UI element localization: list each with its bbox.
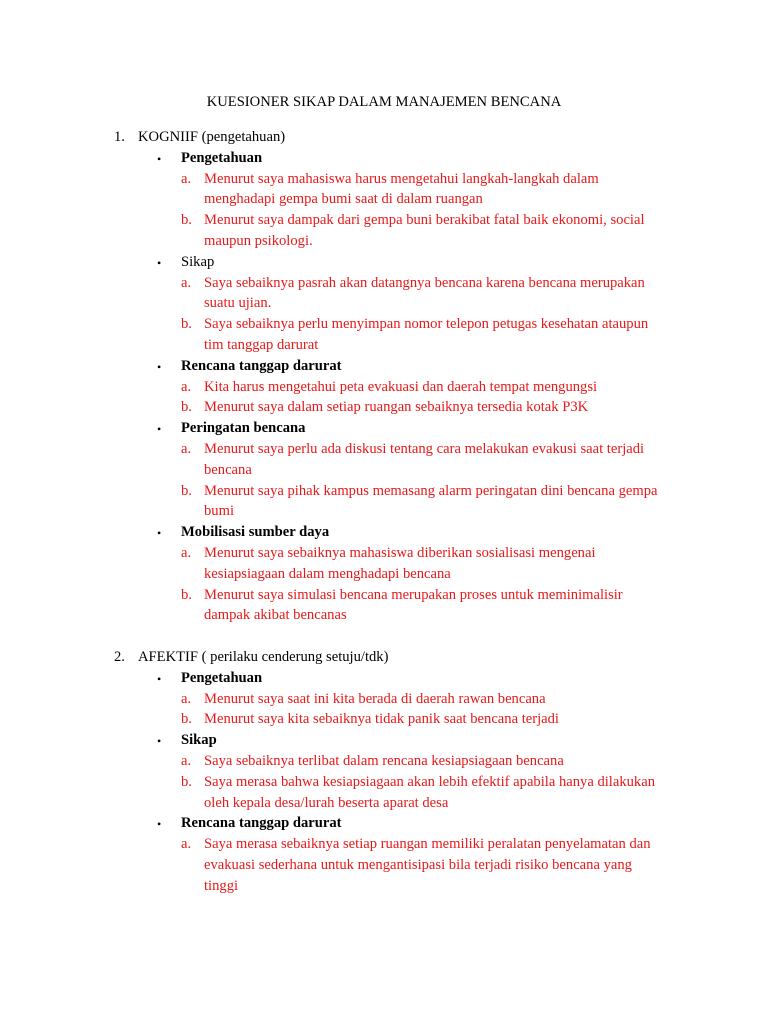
statement-line: oleh kepala desa/lurah beserta aparat desa bbox=[204, 794, 449, 811]
statement-line: Menurut saya dampak dari gempa buni berakibat fatal baik ekonomi, social bbox=[204, 212, 645, 229]
bullet-icon: • bbox=[157, 422, 162, 437]
bullet-icon: • bbox=[157, 526, 162, 541]
subsection-title: Sikap bbox=[181, 253, 215, 270]
statement-line: bencana bbox=[204, 461, 252, 478]
bullet-icon: • bbox=[157, 359, 162, 374]
section-title: KOGNIIF (pengetahuan) bbox=[138, 129, 286, 145]
item-letter: b. bbox=[181, 586, 192, 603]
statement-line: Saya merasa sebaiknya setiap ruangan memiliki peralatan penyelamatan dan bbox=[204, 836, 651, 853]
item-letter: a. bbox=[181, 378, 192, 395]
item-letter: b. bbox=[181, 711, 192, 728]
item-letter: a. bbox=[181, 690, 192, 707]
statement-line: maupun psikologi. bbox=[204, 233, 313, 249]
statement-line: Menurut saya dalam setiap ruangan sebaiknya tersedia kotak P3K bbox=[204, 399, 589, 416]
item-letter: a. bbox=[181, 274, 192, 291]
item-letter: a. bbox=[181, 170, 192, 187]
statement-line: Saya sebaiknya pasrah akan datangnya bencana karena bencana merupakan bbox=[204, 274, 645, 291]
statement-line: Saya sebaiknya terlibat dalam rencana kesiapsiagaan bencana bbox=[204, 753, 564, 769]
statement-line: Kita harus mengetahui peta evakuasi dan daerah tempat mengungsi bbox=[204, 378, 598, 395]
item-letter: a. bbox=[181, 836, 192, 853]
statement-line: kesiapsiagaan dalam menghadapi bencana bbox=[204, 565, 451, 582]
item-letter: a. bbox=[181, 545, 192, 561]
section-number: 1. bbox=[114, 129, 125, 145]
subsection-title: Sikap bbox=[181, 732, 217, 749]
bullet-icon: • bbox=[157, 734, 162, 749]
item-letter: b. bbox=[181, 482, 192, 499]
statement-line: Saya sebaiknya perlu menyimpan nomor telepon petugas kesehatan ataupun bbox=[204, 316, 649, 333]
bullet-icon: • bbox=[157, 255, 162, 270]
statement-line: Menurut saya simulasi bencana merupakan proses untuk meminimalisir bbox=[204, 586, 623, 603]
statement-line: Menurut saya sebaiknya mahasiswa diberikan sosialisasi mengenai bbox=[204, 545, 596, 561]
statement-line: Menurut saya mahasiswa harus mengetahui langkah-langkah dalam bbox=[204, 170, 599, 187]
statement-line: Menurut saya perlu ada diskusi tentang cara melakukan evakusi saat terjadi bbox=[204, 441, 645, 457]
statement-line: evakuasi sederhana untuk mengantisipasi bila terjadi risiko bencana yang bbox=[204, 857, 632, 873]
section-title: AFEKTIF ( perilaku cenderung setuju/tdk) bbox=[138, 649, 389, 665]
subsection-title: Rencana tanggap darurat bbox=[181, 815, 342, 832]
item-letter: b. bbox=[181, 773, 192, 790]
statement-line: suatu ujian. bbox=[204, 295, 272, 312]
statement-line: Menurut saya pihak kampus memasang alarm peringatan dini bencana gempa bbox=[204, 482, 658, 499]
statement-line: bumi bbox=[204, 503, 234, 520]
subsection-title: Pengetahuan bbox=[181, 669, 263, 686]
document-title: KUESIONER SIKAP DALAM MANAJEMEN BENCANA bbox=[206, 94, 562, 110]
statement-line: Menurut saya kita sebaiknya tidak panik saat bencana terjadi bbox=[204, 711, 559, 728]
subsection-title: Pengetahuan bbox=[181, 149, 263, 166]
subsection-title: Mobilisasi sumber daya bbox=[181, 524, 330, 541]
bullet-icon: • bbox=[157, 671, 162, 686]
statement-line: dampak akibat bencanas bbox=[204, 607, 347, 624]
statement-line: Menurut saya saat ini kita berada di daerah rawan bencana bbox=[204, 690, 546, 707]
subsection-title: Peringatan bencana bbox=[181, 420, 306, 437]
statement-line: tim tanggap darurat bbox=[204, 337, 319, 353]
section-number: 2. bbox=[114, 649, 125, 665]
item-letter: b. bbox=[181, 212, 192, 229]
bullet-icon: • bbox=[157, 817, 162, 832]
statement-line: tinggi bbox=[204, 877, 239, 894]
item-letter: a. bbox=[181, 441, 192, 457]
bullet-icon: • bbox=[157, 151, 162, 166]
statement-line: Saya merasa bahwa kesiapsiagaan akan lebih efektif apabila hanya dilakukan bbox=[204, 773, 655, 790]
item-letter: b. bbox=[181, 316, 192, 333]
subsection-title: Rencana tanggap darurat bbox=[181, 357, 342, 374]
item-letter: b. bbox=[181, 399, 192, 416]
item-letter: a. bbox=[181, 753, 192, 769]
statement-line: menghadapi gempa bumi saat di dalam ruangan bbox=[204, 191, 483, 208]
